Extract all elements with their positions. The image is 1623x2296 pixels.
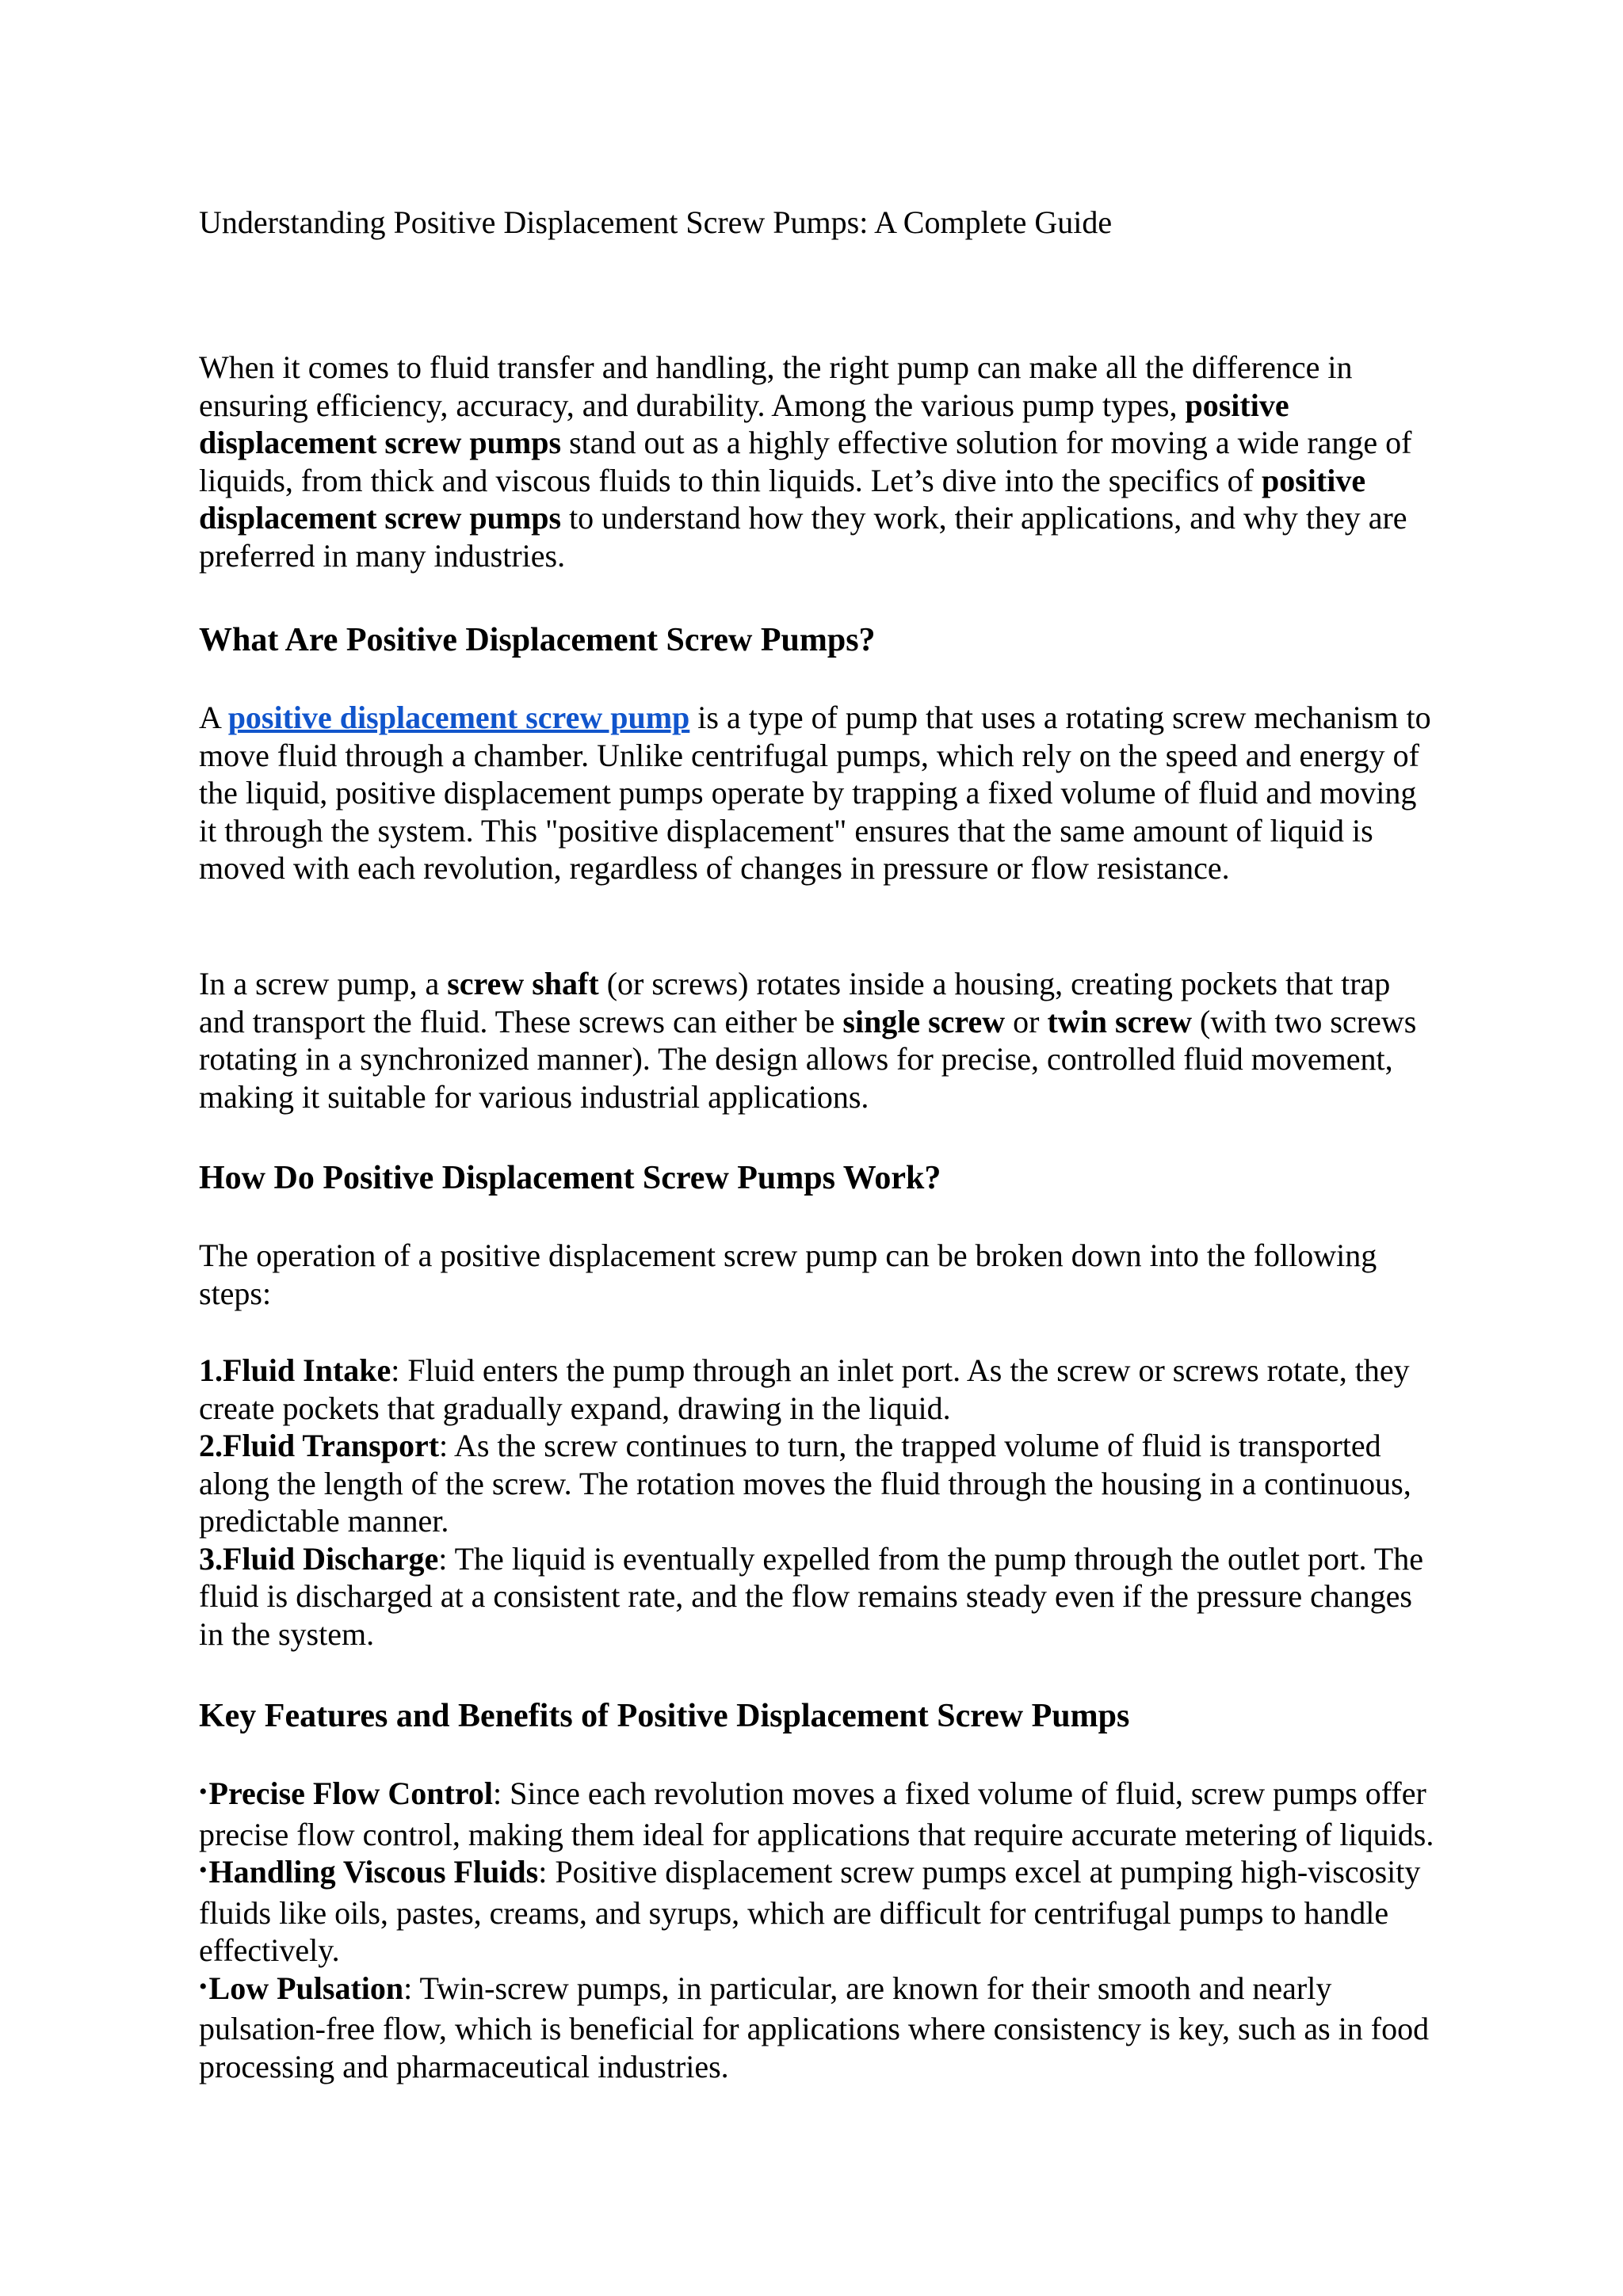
bullet-text: : Twin-screw pumps, in particular, are known for their smooth and nearly pulsation-free flow, which is beneficial for applications where consistency is key, such as in food processing and pharmaceutical industries.: [199, 1970, 1430, 2084]
bullet-label: Precise Flow Control: [208, 1775, 493, 1811]
section3-heading: Key Features and Benefits of Positive Displacement Screw Pumps: [199, 1698, 1130, 1734]
para2-text-b: (or screws) rotates inside a housing, creating pockets that trap and transport the fluid. These screws can either be: [199, 966, 1391, 1039]
para2-bold-1: screw shaft: [447, 966, 599, 1001]
section1-para1-wrap: [199, 699, 1435, 887]
bullets-list: [199, 1775, 1435, 2085]
intro-text-2: stand out as a highly effective solution for moving a wide range of liquids, from thick and viscous fluids to thin liquids. Let’s dive into the specifics of: [199, 425, 1412, 498]
para2-text-d: (with two screws rotating in a synchronized manner). The design allows for precise, controlled fluid movement, making it suitable for various industrial applications.: [199, 1003, 1417, 1115]
step-label: 2.Fluid Transport: [199, 1428, 440, 1463]
intro-bold-1: positive displacement screw pumps: [199, 387, 1289, 460]
section3-heading-wrap: [199, 1695, 1435, 1737]
bullet-label: Low Pulsation: [208, 1970, 404, 2006]
section2-heading-wrap: [199, 1158, 1435, 1199]
list-item: [199, 1970, 1435, 2086]
para2-bold-2: single screw: [842, 1003, 1006, 1039]
bullet-icon: •: [199, 1973, 208, 2000]
para1-pre: A: [199, 700, 228, 735]
section1-paragraph-1: [199, 699, 1435, 887]
para2-text-a: In a screw pump, a: [199, 966, 448, 1001]
steps-list: [199, 1352, 1435, 1653]
bullet-label: Handling Viscous Fluids: [208, 1854, 539, 1890]
section2-intro-wrap: [199, 1237, 1435, 1312]
step-label: 1.Fluid Intake: [199, 1352, 391, 1388]
para1-post: is a type of pump that uses a rotating screw mechanism to move fluid through a chamber. Unlike centrifugal pumps, which rely on the speed and energy of the liquid, positive displacement pumps operate by trapping a fixed volume of fluid and moving it through the system. This "positive displacement" ensures that the same amount of liquid is moved with each revolution, regardless of changes in pressure or flow resistance.: [199, 700, 1431, 886]
section1-heading: What Are Positive Displacement Screw Pumps?: [199, 622, 876, 658]
list-item: [199, 1427, 1435, 1540]
section1-heading-wrap: [199, 620, 1435, 661]
list-item: [199, 1352, 1435, 1427]
intro-text-1: When it comes to fluid transfer and handling, the right pump can make all the difference in ensuring efficiency, accuracy, and durability. Among the various pump types,: [199, 349, 1353, 423]
bullet-text: : Positive displacement screw pumps excel at pumping high-viscosity fluids like oils, pastes, creams, and syrups, which are difficult for centrifugal pumps to handle effectively.: [199, 1854, 1421, 1968]
intro-section: [199, 349, 1435, 574]
list-item: [199, 1775, 1435, 1853]
document-title: Understanding Positive Displacement Screw Pumps: A Complete Guide: [199, 204, 1113, 240]
intro-text-3: to understand how they work, their applications, and why they are preferred in many industries.: [199, 500, 1407, 574]
bullet-text: : Since each revolution moves a fixed volume of fluid, screw pumps offer precise flow control, making them ideal for applications that require accurate metering of liquids.: [199, 1775, 1434, 1852]
step-text: : As the screw continues to turn, the trapped volume of fluid is transported along the length of the screw. The rotation moves the fluid through the housing in a continuous, predictable manner.: [199, 1428, 1411, 1539]
section2-intro: The operation of a positive displacement screw pump can be broken down into the following steps:: [199, 1238, 1377, 1311]
intro-paragraph: [199, 349, 1435, 574]
para2-bold-3: twin screw: [1047, 1003, 1192, 1039]
bullet-icon: •: [199, 1779, 208, 1805]
section1-para2-wrap: [199, 965, 1435, 1116]
para2-text-c: or: [1005, 1003, 1048, 1039]
section2-heading: How Do Positive Displacement Screw Pumps Work?: [199, 1160, 941, 1196]
positive-displacement-screw-pump-link[interactable]: positive displacement screw pump: [227, 700, 690, 735]
list-item: [199, 1540, 1435, 1653]
bullet-icon: •: [199, 1857, 208, 1883]
step-label: 3.Fluid Discharge: [199, 1540, 439, 1577]
step-text: : Fluid enters the pump through an inlet port. As the screw or screws rotate, they create pockets that gradually expand, drawing in the liquid.: [199, 1352, 1410, 1426]
list-item: [199, 1853, 1435, 1970]
section1-paragraph-2: [199, 965, 1435, 1116]
intro-bold-2: positive displacement screw pumps: [199, 462, 1366, 536]
step-text: : The liquid is eventually expelled from the pump through the outlet port. The fluid is discharged at a consistent rate, and the flow remains steady even if the pressure changes in the system.: [199, 1540, 1423, 1652]
